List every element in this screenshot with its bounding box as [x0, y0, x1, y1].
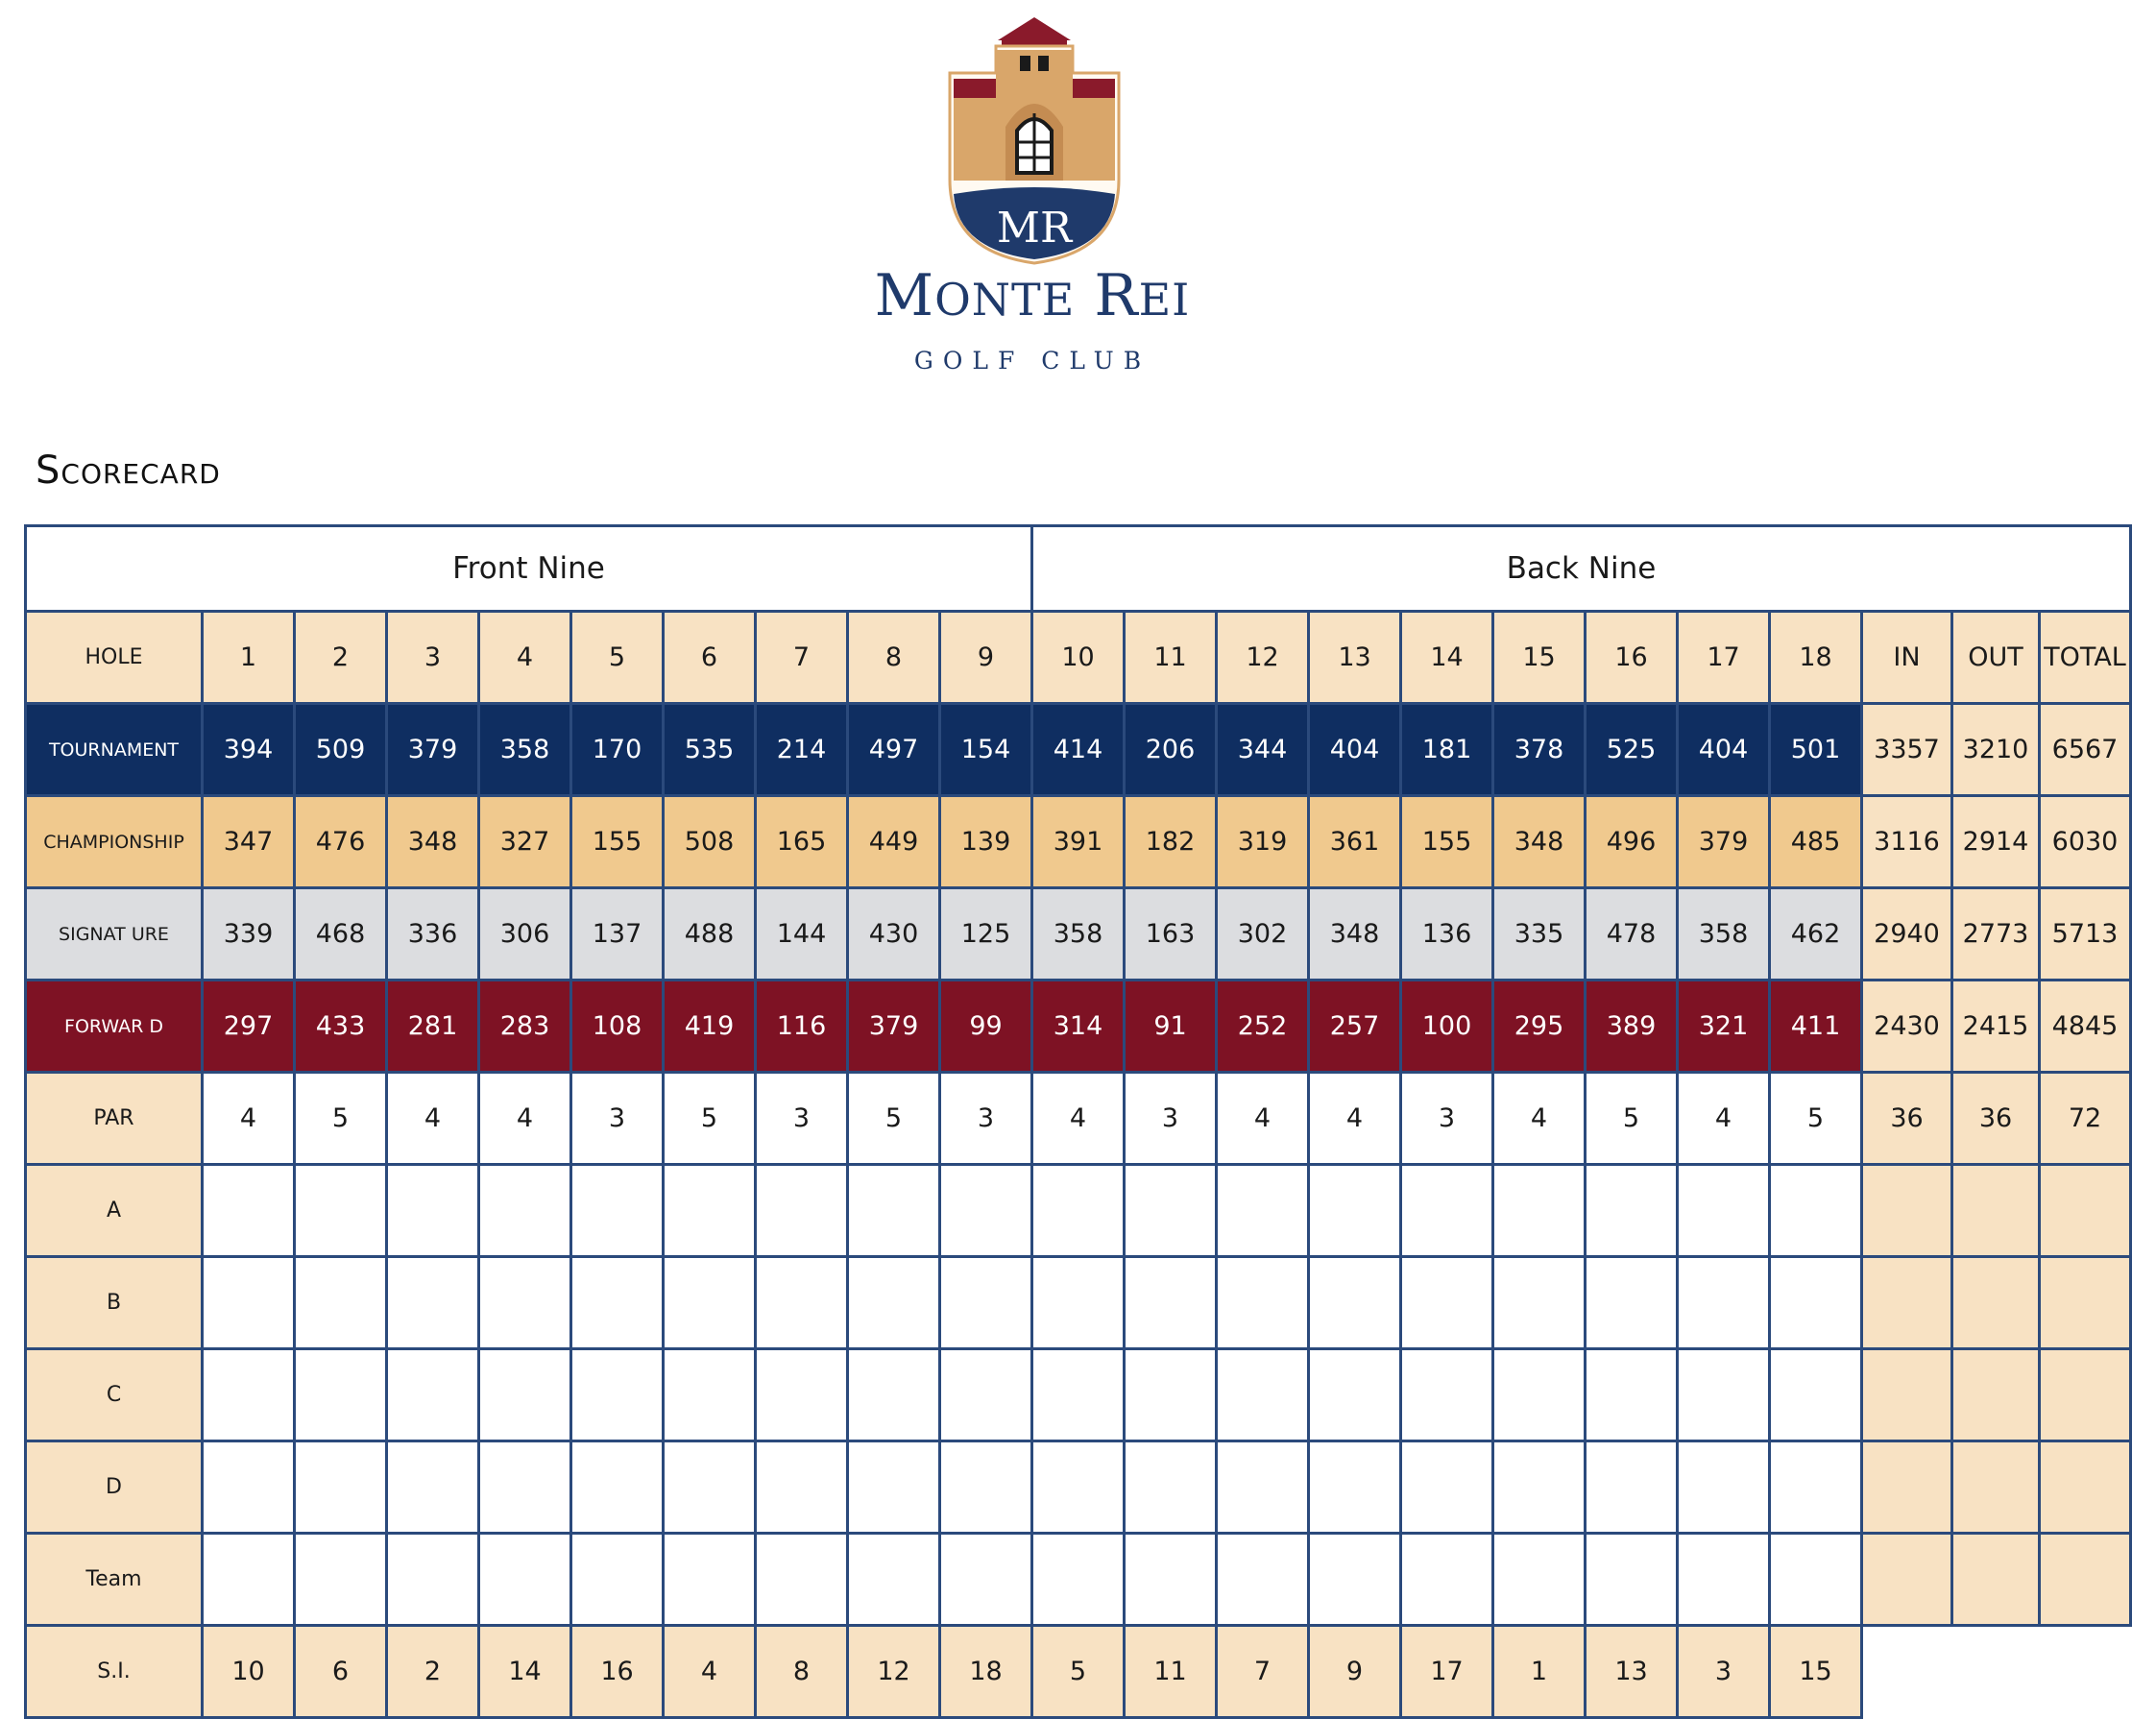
score-entry-cell[interactable]: [756, 1534, 848, 1626]
score-entry-cell[interactable]: [1770, 1534, 1862, 1626]
score-entry-cell[interactable]: [571, 1349, 664, 1441]
row-label: S.I.: [26, 1626, 203, 1718]
score-entry-cell[interactable]: [1217, 1441, 1309, 1534]
hole-value-cell: 321: [1678, 981, 1770, 1073]
score-entry-cell[interactable]: [664, 1165, 756, 1257]
hole-value-cell: 3: [1678, 1626, 1770, 1718]
hole-value-cell: 257: [1309, 981, 1401, 1073]
hole-value-cell: 478: [1586, 888, 1678, 981]
hole-value-cell: 497: [848, 704, 940, 796]
brand-name-initial-2: R: [1094, 262, 1139, 329]
in-total-cell[interactable]: [1862, 1257, 1952, 1349]
hole-value-cell: 206: [1125, 704, 1217, 796]
hole-value-cell: 15: [1770, 1626, 1862, 1718]
front-nine-header: Front Nine: [26, 526, 1032, 612]
logo-monogram: MR: [996, 204, 1073, 253]
hole-value-cell: 525: [1586, 704, 1678, 796]
hole-value-cell: 5: [295, 1073, 387, 1165]
row-label: PAR: [26, 1073, 203, 1165]
in-total-cell[interactable]: [1862, 1534, 1952, 1626]
hole-value-cell: 358: [1678, 888, 1770, 981]
stroke-index-row: [26, 1626, 2131, 1718]
hole-value-cell: 361: [1309, 796, 1401, 888]
grand-total-cell[interactable]: [2040, 1165, 2131, 1257]
score-entry-cell[interactable]: [1125, 1257, 1217, 1349]
hole-value-cell: 347: [203, 796, 295, 888]
score-entry-cell[interactable]: [479, 1534, 571, 1626]
hole-value-cell: 4: [479, 612, 571, 704]
hole-value-cell: 1: [1493, 1626, 1586, 1718]
hole-value-cell: 476: [295, 796, 387, 888]
hole-value-cell: 468: [295, 888, 387, 981]
monte-rei-crest-logo: [938, 12, 1130, 271]
score-entry-cell[interactable]: [387, 1257, 479, 1349]
score-entry-cell[interactable]: [1125, 1165, 1217, 1257]
score-entry-cell[interactable]: [1032, 1441, 1125, 1534]
hole-value-cell: 214: [756, 704, 848, 796]
score-entry-cell[interactable]: [940, 1257, 1032, 1349]
hole-value-cell: 5: [1032, 1626, 1125, 1718]
hole-value-cell: 5: [848, 1073, 940, 1165]
hole-value-cell: 17: [1678, 612, 1770, 704]
score-entry-cell[interactable]: [664, 1441, 756, 1534]
in-total-cell[interactable]: [1862, 1165, 1952, 1257]
hole-value-cell: 508: [664, 796, 756, 888]
hole-value-cell: 5: [1586, 1073, 1678, 1165]
hole-value-cell: 4: [1217, 1073, 1309, 1165]
score-entry-cell[interactable]: [1217, 1349, 1309, 1441]
score-entry-cell[interactable]: [1401, 1441, 1493, 1534]
hole-value-cell: 12: [848, 1626, 940, 1718]
score-entry-cell[interactable]: [1678, 1165, 1770, 1257]
hole-value-cell: 485: [1770, 796, 1862, 888]
score-entry-cell[interactable]: [387, 1534, 479, 1626]
scorecard-table: [24, 524, 2132, 1719]
hole-value-cell: 348: [387, 796, 479, 888]
hole-value-cell: 6: [664, 612, 756, 704]
row-label: A: [26, 1165, 203, 1257]
hole-value-cell: 170: [571, 704, 664, 796]
hole-value-cell: 501: [1770, 704, 1862, 796]
hole-value-cell: 2: [387, 1626, 479, 1718]
row-label: Team: [26, 1534, 203, 1626]
hole-value-cell: 116: [756, 981, 848, 1073]
brand-name-rest-1: ONTE: [934, 274, 1076, 326]
hole-value-cell: 314: [1032, 981, 1125, 1073]
score-entry-cell[interactable]: [1125, 1349, 1217, 1441]
hole-value-cell: 5: [1770, 1073, 1862, 1165]
row-label: HOLE: [26, 612, 203, 704]
in-total-cell: 2940: [1862, 888, 1952, 981]
score-entry-cell[interactable]: [203, 1257, 295, 1349]
row-label: FORWAR D: [26, 981, 203, 1073]
score-entry-cell[interactable]: [1309, 1534, 1401, 1626]
score-entry-cell[interactable]: [940, 1165, 1032, 1257]
score-entry-cell[interactable]: [571, 1165, 664, 1257]
player-score-row: [26, 1441, 2131, 1534]
grand-total-cell: 6567: [2040, 704, 2131, 796]
hole-value-cell: 509: [295, 704, 387, 796]
hole-value-cell: 6: [295, 1626, 387, 1718]
hole-value-cell: 2: [295, 612, 387, 704]
hole-value-cell: 344: [1217, 704, 1309, 796]
hole-value-cell: 3: [387, 612, 479, 704]
hole-value-cell: 15: [1493, 612, 1586, 704]
hole-value-cell: 389: [1586, 981, 1678, 1073]
hole-value-cell: 281: [387, 981, 479, 1073]
hole-value-cell: 462: [1770, 888, 1862, 981]
hole-value-cell: 125: [940, 888, 1032, 981]
hole-value-cell: 414: [1032, 704, 1125, 796]
hole-value-cell: 100: [1401, 981, 1493, 1073]
score-entry-cell[interactable]: [1493, 1534, 1586, 1626]
hole-value-cell: 155: [571, 796, 664, 888]
out-total-cell: 2415: [1952, 981, 2040, 1073]
score-entry-cell[interactable]: [940, 1349, 1032, 1441]
hole-value-cell: 1: [203, 612, 295, 704]
player-score-row: [26, 1349, 2131, 1441]
hole-value-cell: 17: [1401, 1626, 1493, 1718]
score-entry-cell[interactable]: [295, 1441, 387, 1534]
hole-value-cell: 4: [1493, 1073, 1586, 1165]
out-total-cell: 3210: [1952, 704, 2040, 796]
in-total-cell: 36: [1862, 1073, 1952, 1165]
row-label: CHAMPIONSHIP: [26, 796, 203, 888]
score-entry-cell[interactable]: [1125, 1534, 1217, 1626]
score-entry-cell[interactable]: [203, 1534, 295, 1626]
out-total-cell[interactable]: [1952, 1165, 2040, 1257]
score-entry-cell[interactable]: [1401, 1257, 1493, 1349]
score-entry-cell[interactable]: [848, 1534, 940, 1626]
hole-value-cell: 411: [1770, 981, 1862, 1073]
score-entry-cell[interactable]: [1032, 1165, 1125, 1257]
hole-value-cell: 5: [571, 612, 664, 704]
score-entry-cell[interactable]: [571, 1257, 664, 1349]
grand-total-cell[interactable]: [2040, 1257, 2131, 1349]
row-label: SIGNAT URE: [26, 888, 203, 981]
hole-value-cell: 182: [1125, 796, 1217, 888]
hole-value-cell: 137: [571, 888, 664, 981]
empty-corner: [1862, 1626, 2131, 1718]
out-total-cell: OUT: [1952, 612, 2040, 704]
hole-value-cell: 91: [1125, 981, 1217, 1073]
hole-value-cell: 5: [664, 1073, 756, 1165]
score-entry-cell[interactable]: [1401, 1534, 1493, 1626]
score-entry-cell[interactable]: [1586, 1441, 1678, 1534]
score-entry-cell[interactable]: [756, 1349, 848, 1441]
back-nine-header: Back Nine: [1032, 526, 2131, 612]
hole-value-cell: 339: [203, 888, 295, 981]
score-entry-cell[interactable]: [756, 1441, 848, 1534]
hole-value-cell: 297: [203, 981, 295, 1073]
brand-subtitle: GOLF CLUB: [913, 347, 1151, 375]
hole-value-cell: 3: [1125, 1073, 1217, 1165]
hole-value-cell: 306: [479, 888, 571, 981]
hole-value-cell: 535: [664, 704, 756, 796]
row-label: D: [26, 1441, 203, 1534]
score-entry-cell[interactable]: [848, 1349, 940, 1441]
hole-value-cell: 8: [848, 612, 940, 704]
score-entry-cell[interactable]: [1678, 1534, 1770, 1626]
hole-value-cell: 4: [387, 1073, 479, 1165]
out-total-cell[interactable]: [1952, 1349, 2040, 1441]
hole-value-cell: 136: [1401, 888, 1493, 981]
hole-value-cell: 379: [387, 704, 479, 796]
score-entry-cell[interactable]: [1770, 1165, 1862, 1257]
score-entry-cell[interactable]: [1493, 1165, 1586, 1257]
forward-row: [26, 981, 2131, 1073]
hole-value-cell: 336: [387, 888, 479, 981]
score-entry-cell[interactable]: [1309, 1257, 1401, 1349]
score-entry-cell[interactable]: [1032, 1257, 1125, 1349]
out-total-cell[interactable]: [1952, 1534, 2040, 1626]
hole-value-cell: 144: [756, 888, 848, 981]
brand-name: [0, 262, 2065, 329]
score-entry-cell[interactable]: [1125, 1441, 1217, 1534]
score-entry-cell[interactable]: [664, 1349, 756, 1441]
score-entry-cell[interactable]: [479, 1349, 571, 1441]
brand-name-initial-1: M: [874, 262, 935, 329]
hole-value-cell: 358: [1032, 888, 1125, 981]
score-entry-cell[interactable]: [940, 1534, 1032, 1626]
hole-value-cell: 394: [203, 704, 295, 796]
hole-value-cell: 3: [1401, 1073, 1493, 1165]
score-entry-cell[interactable]: [1493, 1349, 1586, 1441]
hole-value-cell: 18: [940, 1626, 1032, 1718]
tournament-row: [26, 704, 2131, 796]
score-entry-cell[interactable]: [664, 1534, 756, 1626]
score-entry-cell[interactable]: [1586, 1257, 1678, 1349]
score-entry-cell[interactable]: [387, 1441, 479, 1534]
hole-value-cell: 155: [1401, 796, 1493, 888]
score-entry-cell[interactable]: [1493, 1441, 1586, 1534]
score-entry-cell[interactable]: [1401, 1349, 1493, 1441]
score-entry-cell[interactable]: [387, 1349, 479, 1441]
score-entry-cell[interactable]: [940, 1441, 1032, 1534]
score-entry-cell[interactable]: [848, 1441, 940, 1534]
score-entry-cell[interactable]: [1493, 1257, 1586, 1349]
hole-value-cell: 16: [571, 1626, 664, 1718]
hole-value-cell: 3: [940, 1073, 1032, 1165]
hole-row: [26, 612, 2131, 704]
score-entry-cell[interactable]: [1586, 1349, 1678, 1441]
hole-value-cell: 7: [1217, 1626, 1309, 1718]
hole-value-cell: 3: [756, 1073, 848, 1165]
signature-row: [26, 888, 2131, 981]
hole-value-cell: 181: [1401, 704, 1493, 796]
row-label: B: [26, 1257, 203, 1349]
score-entry-cell[interactable]: [1032, 1349, 1125, 1441]
score-entry-cell[interactable]: [756, 1257, 848, 1349]
page-title: Scorecard: [36, 448, 221, 493]
score-entry-cell[interactable]: [1309, 1165, 1401, 1257]
score-entry-cell[interactable]: [664, 1257, 756, 1349]
hole-value-cell: 14: [479, 1626, 571, 1718]
in-total-cell[interactable]: [1862, 1349, 1952, 1441]
grand-total-cell[interactable]: [2040, 1441, 2131, 1534]
in-total-cell: 3116: [1862, 796, 1952, 888]
score-entry-cell[interactable]: [1032, 1534, 1125, 1626]
hole-value-cell: 4: [1032, 1073, 1125, 1165]
score-entry-cell[interactable]: [571, 1534, 664, 1626]
hole-value-cell: 3: [571, 1073, 664, 1165]
score-entry-cell[interactable]: [1770, 1257, 1862, 1349]
hole-value-cell: 404: [1309, 704, 1401, 796]
hole-value-cell: 327: [479, 796, 571, 888]
score-entry-cell[interactable]: [1309, 1349, 1401, 1441]
score-entry-cell[interactable]: [1401, 1165, 1493, 1257]
hole-value-cell: 283: [479, 981, 571, 1073]
score-entry-cell[interactable]: [479, 1257, 571, 1349]
brand-name-rest-2: EI: [1138, 274, 1191, 326]
hole-value-cell: 139: [940, 796, 1032, 888]
hole-value-cell: 348: [1309, 888, 1401, 981]
hole-value-cell: 319: [1217, 796, 1309, 888]
score-entry-cell[interactable]: [1309, 1441, 1401, 1534]
championship-row: [26, 796, 2131, 888]
hole-value-cell: 11: [1125, 612, 1217, 704]
grand-total-cell[interactable]: [2040, 1534, 2131, 1626]
hole-value-cell: 4: [664, 1626, 756, 1718]
hole-value-cell: 433: [295, 981, 387, 1073]
score-entry-cell[interactable]: [848, 1257, 940, 1349]
hole-value-cell: 12: [1217, 612, 1309, 704]
score-entry-cell[interactable]: [1678, 1441, 1770, 1534]
grand-total-cell: TOTAL: [2040, 612, 2131, 704]
score-entry-cell[interactable]: [203, 1349, 295, 1441]
hole-value-cell: 163: [1125, 888, 1217, 981]
score-entry-cell[interactable]: [479, 1441, 571, 1534]
grand-total-cell[interactable]: [2040, 1349, 2131, 1441]
hole-value-cell: 11: [1125, 1626, 1217, 1718]
out-total-cell[interactable]: [1952, 1441, 2040, 1534]
hole-value-cell: 4: [479, 1073, 571, 1165]
grand-total-cell: 6030: [2040, 796, 2131, 888]
hole-value-cell: 430: [848, 888, 940, 981]
hole-value-cell: 9: [940, 612, 1032, 704]
hole-value-cell: 8: [756, 1626, 848, 1718]
score-entry-cell[interactable]: [1770, 1441, 1862, 1534]
hole-value-cell: 154: [940, 704, 1032, 796]
hole-value-cell: 378: [1493, 704, 1586, 796]
hole-value-cell: 16: [1586, 612, 1678, 704]
hole-value-cell: 13: [1586, 1626, 1678, 1718]
hole-value-cell: 4: [1309, 1073, 1401, 1165]
score-entry-cell[interactable]: [1586, 1534, 1678, 1626]
in-total-cell[interactable]: [1862, 1441, 1952, 1534]
hole-value-cell: 379: [848, 981, 940, 1073]
hole-value-cell: 335: [1493, 888, 1586, 981]
hole-value-cell: 449: [848, 796, 940, 888]
grand-total-cell: 72: [2040, 1073, 2131, 1165]
score-entry-cell[interactable]: [295, 1165, 387, 1257]
in-total-cell: IN: [1862, 612, 1952, 704]
score-entry-cell[interactable]: [1217, 1534, 1309, 1626]
hole-value-cell: 4: [203, 1073, 295, 1165]
hole-value-cell: 391: [1032, 796, 1125, 888]
player-score-row: [26, 1534, 2131, 1626]
hole-value-cell: 9: [1309, 1626, 1401, 1718]
hole-value-cell: 348: [1493, 796, 1586, 888]
score-entry-cell[interactable]: [479, 1165, 571, 1257]
out-total-cell: 2773: [1952, 888, 2040, 981]
score-entry-cell[interactable]: [203, 1441, 295, 1534]
hole-value-cell: 99: [940, 981, 1032, 1073]
section-header-row: [26, 526, 2131, 612]
score-entry-cell[interactable]: [1678, 1349, 1770, 1441]
row-label: C: [26, 1349, 203, 1441]
grand-total-cell: 5713: [2040, 888, 2131, 981]
score-entry-cell[interactable]: [203, 1165, 295, 1257]
hole-value-cell: 488: [664, 888, 756, 981]
score-entry-cell[interactable]: [1678, 1257, 1770, 1349]
in-total-cell: 2430: [1862, 981, 1952, 1073]
grand-total-cell: 4845: [2040, 981, 2131, 1073]
score-entry-cell[interactable]: [295, 1534, 387, 1626]
hole-value-cell: 10: [1032, 612, 1125, 704]
score-entry-cell[interactable]: [571, 1441, 664, 1534]
score-entry-cell[interactable]: [1217, 1165, 1309, 1257]
out-total-cell: 36: [1952, 1073, 2040, 1165]
hole-value-cell: 419: [664, 981, 756, 1073]
row-label: TOURNAMENT: [26, 704, 203, 796]
player-score-row: [26, 1165, 2131, 1257]
score-entry-cell[interactable]: [1770, 1349, 1862, 1441]
out-total-cell: 2914: [1952, 796, 2040, 888]
hole-value-cell: 14: [1401, 612, 1493, 704]
par-row: [26, 1073, 2131, 1165]
hole-value-cell: 108: [571, 981, 664, 1073]
score-entry-cell[interactable]: [756, 1165, 848, 1257]
hole-value-cell: 18: [1770, 612, 1862, 704]
in-total-cell: 3357: [1862, 704, 1952, 796]
score-entry-cell[interactable]: [295, 1257, 387, 1349]
score-entry-cell[interactable]: [295, 1349, 387, 1441]
score-entry-cell[interactable]: [1586, 1165, 1678, 1257]
hole-value-cell: 13: [1309, 612, 1401, 704]
hole-value-cell: 252: [1217, 981, 1309, 1073]
score-entry-cell[interactable]: [387, 1165, 479, 1257]
hole-value-cell: 10: [203, 1626, 295, 1718]
out-total-cell[interactable]: [1952, 1257, 2040, 1349]
hole-value-cell: 404: [1678, 704, 1770, 796]
hole-value-cell: 379: [1678, 796, 1770, 888]
hole-value-cell: 496: [1586, 796, 1678, 888]
score-entry-cell[interactable]: [1217, 1257, 1309, 1349]
hole-value-cell: 295: [1493, 981, 1586, 1073]
hole-value-cell: 165: [756, 796, 848, 888]
hole-value-cell: 358: [479, 704, 571, 796]
hole-value-cell: 7: [756, 612, 848, 704]
hole-value-cell: 4: [1678, 1073, 1770, 1165]
hole-value-cell: 302: [1217, 888, 1309, 981]
player-score-row: [26, 1257, 2131, 1349]
score-entry-cell[interactable]: [848, 1165, 940, 1257]
